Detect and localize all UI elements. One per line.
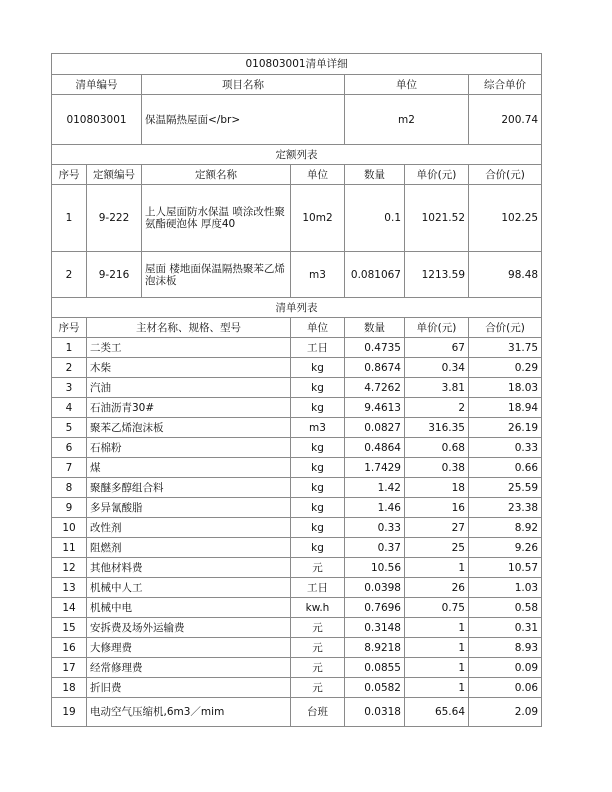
material-qty: 0.0827 xyxy=(345,418,405,438)
material-unit-header: 单位 xyxy=(291,318,345,338)
material-idx: 6 xyxy=(52,438,87,458)
material-name: 二类工 xyxy=(87,338,291,358)
bill-price: 200.74 xyxy=(469,95,542,145)
material-idx: 17 xyxy=(52,658,87,678)
material-unit: kg xyxy=(291,518,345,538)
material-unit-price: 1 xyxy=(405,678,469,698)
material-idx: 16 xyxy=(52,638,87,658)
material-name: 机械中人工 xyxy=(87,578,291,598)
material-row xyxy=(52,678,542,698)
quota-total-header: 合价(元) xyxy=(469,165,542,185)
material-qty: 0.0318 xyxy=(345,698,405,727)
material-unit-price: 1 xyxy=(405,658,469,678)
material-total: 0.09 xyxy=(469,658,542,678)
material-unit: 元 xyxy=(291,558,345,578)
bill-price-header: 综合单价 xyxy=(469,75,542,95)
material-name: 石油沥青30# xyxy=(87,398,291,418)
quota-code: 9-222 xyxy=(87,185,142,252)
quota-unit-price: 1021.52 xyxy=(405,185,469,252)
material-section-title: 清单列表 xyxy=(52,298,542,318)
material-name-header: 主材名称、规格、型号 xyxy=(87,318,291,338)
material-qty: 10.56 xyxy=(345,558,405,578)
material-unit: kg xyxy=(291,378,345,398)
quota-name-header: 定额名称 xyxy=(142,165,291,185)
quota-idx-header: 序号 xyxy=(52,165,87,185)
material-total: 18.03 xyxy=(469,378,542,398)
quota-unit-header: 单位 xyxy=(291,165,345,185)
quota-code: 9-216 xyxy=(87,252,142,298)
quota-total: 98.48 xyxy=(469,252,542,298)
material-row xyxy=(52,578,542,598)
quota-unit: 10m2 xyxy=(291,185,345,252)
material-idx-header: 序号 xyxy=(52,318,87,338)
material-unit-price: 0.75 xyxy=(405,598,469,618)
quota-unit: m3 xyxy=(291,252,345,298)
material-qty: 0.33 xyxy=(345,518,405,538)
bill-unit-header: 单位 xyxy=(345,75,469,95)
material-qty: 0.0398 xyxy=(345,578,405,598)
material-total: 8.92 xyxy=(469,518,542,538)
material-idx: 19 xyxy=(52,698,87,727)
material-name: 经常修理费 xyxy=(87,658,291,678)
bill-name-header: 项目名称 xyxy=(142,75,345,95)
material-name: 电动空气压缩机,6m3／mim xyxy=(87,698,291,727)
material-unit-price: 2 xyxy=(405,398,469,418)
material-total: 0.58 xyxy=(469,598,542,618)
material-unit-price: 1 xyxy=(405,618,469,638)
material-unit: m3 xyxy=(291,418,345,438)
material-name: 聚苯乙烯泡沫板 xyxy=(87,418,291,438)
material-unit: kg xyxy=(291,538,345,558)
material-total: 0.31 xyxy=(469,618,542,638)
material-row xyxy=(52,418,542,438)
material-idx: 13 xyxy=(52,578,87,598)
material-row xyxy=(52,598,542,618)
material-row xyxy=(52,338,542,358)
material-name: 其他材料费 xyxy=(87,558,291,578)
bill-code: 010803001 xyxy=(52,95,142,145)
quota-total: 102.25 xyxy=(469,185,542,252)
material-unit-price: 67 xyxy=(405,338,469,358)
material-idx: 18 xyxy=(52,678,87,698)
material-idx: 4 xyxy=(52,398,87,418)
material-total: 9.26 xyxy=(469,538,542,558)
material-qty: 0.4735 xyxy=(345,338,405,358)
material-qty: 8.9218 xyxy=(345,638,405,658)
table-title: 010803001清单详细 xyxy=(52,54,542,75)
material-qty: 0.0582 xyxy=(345,678,405,698)
material-idx: 9 xyxy=(52,498,87,518)
material-idx: 7 xyxy=(52,458,87,478)
material-total: 10.57 xyxy=(469,558,542,578)
material-unit-price: 26 xyxy=(405,578,469,598)
material-total: 8.93 xyxy=(469,638,542,658)
material-qty: 0.7696 xyxy=(345,598,405,618)
material-row xyxy=(52,698,542,727)
material-unit-price: 1 xyxy=(405,638,469,658)
material-unit: 工日 xyxy=(291,338,345,358)
material-idx: 12 xyxy=(52,558,87,578)
material-unit-price: 1 xyxy=(405,558,469,578)
material-unit-price: 27 xyxy=(405,518,469,538)
material-unit-price: 3.81 xyxy=(405,378,469,398)
material-idx: 15 xyxy=(52,618,87,638)
material-unit-price: 65.64 xyxy=(405,698,469,727)
material-total: 0.66 xyxy=(469,458,542,478)
bill-unit: m2 xyxy=(345,95,469,145)
quota-row xyxy=(52,252,542,298)
material-unit: 元 xyxy=(291,678,345,698)
material-idx: 10 xyxy=(52,518,87,538)
material-idx: 8 xyxy=(52,478,87,498)
material-row xyxy=(52,518,542,538)
material-name: 改性剂 xyxy=(87,518,291,538)
material-qty: 0.3148 xyxy=(345,618,405,638)
material-total: 23.38 xyxy=(469,498,542,518)
material-name: 安拆费及场外运输费 xyxy=(87,618,291,638)
material-row xyxy=(52,538,542,558)
material-unit: kw.h xyxy=(291,598,345,618)
material-row xyxy=(52,558,542,578)
material-row xyxy=(52,358,542,378)
quota-idx: 2 xyxy=(52,252,87,298)
quota-code-header: 定额编号 xyxy=(87,165,142,185)
material-unit: kg xyxy=(291,478,345,498)
material-unit-price: 25 xyxy=(405,538,469,558)
quota-unit-price-header: 单价(元) xyxy=(405,165,469,185)
material-row xyxy=(52,478,542,498)
material-unit: 元 xyxy=(291,638,345,658)
material-qty: 0.4864 xyxy=(345,438,405,458)
material-name: 折旧费 xyxy=(87,678,291,698)
material-unit-price: 316.35 xyxy=(405,418,469,438)
material-qty: 9.4613 xyxy=(345,398,405,418)
material-unit: 台班 xyxy=(291,698,345,727)
material-unit-price: 18 xyxy=(405,478,469,498)
material-qty: 1.42 xyxy=(345,478,405,498)
quota-qty: 0.1 xyxy=(345,185,405,252)
quota-qty-header: 数量 xyxy=(345,165,405,185)
material-unit: 工日 xyxy=(291,578,345,598)
material-name: 汽油 xyxy=(87,378,291,398)
material-name: 多异氰酸脂 xyxy=(87,498,291,518)
material-name: 聚醚多醇组合料 xyxy=(87,478,291,498)
material-unit-price-header: 单价(元) xyxy=(405,318,469,338)
quota-section-title: 定额列表 xyxy=(52,145,542,165)
material-qty: 0.8674 xyxy=(345,358,405,378)
material-unit: kg xyxy=(291,498,345,518)
material-idx: 3 xyxy=(52,378,87,398)
material-qty-header: 数量 xyxy=(345,318,405,338)
material-unit-price: 16 xyxy=(405,498,469,518)
material-unit: kg xyxy=(291,438,345,458)
material-name: 阻燃剂 xyxy=(87,538,291,558)
material-name: 木柴 xyxy=(87,358,291,378)
material-row xyxy=(52,398,542,418)
material-qty: 0.0855 xyxy=(345,658,405,678)
material-total: 1.03 xyxy=(469,578,542,598)
quota-row xyxy=(52,185,542,252)
material-total: 18.94 xyxy=(469,398,542,418)
material-idx: 11 xyxy=(52,538,87,558)
bill-code-header: 清单编号 xyxy=(52,75,142,95)
material-row xyxy=(52,498,542,518)
material-qty: 4.7262 xyxy=(345,378,405,398)
material-row xyxy=(52,378,542,398)
material-total: 0.33 xyxy=(469,438,542,458)
material-total: 31.75 xyxy=(469,338,542,358)
material-unit-price: 0.38 xyxy=(405,458,469,478)
material-row xyxy=(52,658,542,678)
material-idx: 2 xyxy=(52,358,87,378)
material-idx: 5 xyxy=(52,418,87,438)
quota-idx: 1 xyxy=(52,185,87,252)
quota-name: 上人屋面防水保温 喷涂改性聚氨酯硬泡体 厚度40 xyxy=(142,185,291,252)
material-unit: kg xyxy=(291,458,345,478)
material-unit: kg xyxy=(291,398,345,418)
material-name: 大修理费 xyxy=(87,638,291,658)
material-qty: 1.46 xyxy=(345,498,405,518)
material-total: 2.09 xyxy=(469,698,542,727)
material-total: 0.06 xyxy=(469,678,542,698)
material-unit: 元 xyxy=(291,618,345,638)
material-unit-price: 0.34 xyxy=(405,358,469,378)
material-idx: 14 xyxy=(52,598,87,618)
material-row xyxy=(52,618,542,638)
bill-detail-table xyxy=(51,53,542,727)
material-total: 0.29 xyxy=(469,358,542,378)
material-total-header: 合价(元) xyxy=(469,318,542,338)
quota-unit-price: 1213.59 xyxy=(405,252,469,298)
material-qty: 0.37 xyxy=(345,538,405,558)
material-idx: 1 xyxy=(52,338,87,358)
material-qty: 1.7429 xyxy=(345,458,405,478)
material-name: 石棉粉 xyxy=(87,438,291,458)
bill-name: 保温隔热屋面</br> xyxy=(142,95,345,145)
material-unit: 元 xyxy=(291,658,345,678)
material-name: 煤 xyxy=(87,458,291,478)
material-total: 25.59 xyxy=(469,478,542,498)
material-row xyxy=(52,438,542,458)
material-name: 机械中电 xyxy=(87,598,291,618)
material-row xyxy=(52,638,542,658)
quota-qty: 0.081067 xyxy=(345,252,405,298)
material-total: 26.19 xyxy=(469,418,542,438)
material-row xyxy=(52,458,542,478)
material-unit: kg xyxy=(291,358,345,378)
quota-name: 屋面 楼地面保温隔热聚苯乙烯泡沫板 xyxy=(142,252,291,298)
material-unit-price: 0.68 xyxy=(405,438,469,458)
